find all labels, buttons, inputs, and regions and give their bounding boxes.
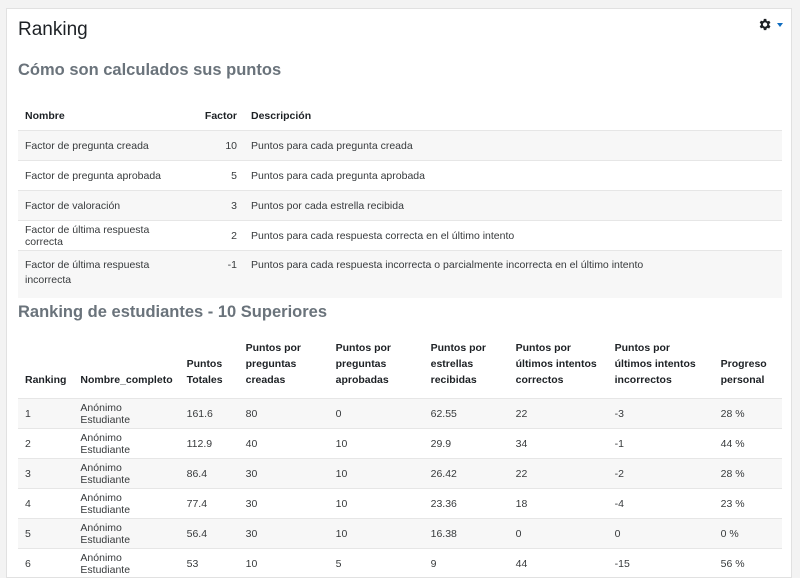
factor-description: Puntos para cada respuesta correcta en el último intento xyxy=(244,221,782,251)
column-header-factor: Factor xyxy=(192,93,244,131)
table-header-row xyxy=(18,93,782,131)
table-row xyxy=(18,489,782,519)
cell-rank: 4 xyxy=(18,489,73,519)
table-row xyxy=(18,429,782,459)
cell-total: 86.4 xyxy=(180,459,239,489)
cell-stars: 9 xyxy=(424,549,509,578)
cell-progress: 28 % xyxy=(714,459,782,489)
column-header-description: Descripción xyxy=(244,93,782,131)
cell-progress: 28 % xyxy=(714,399,782,429)
cell-total: 161.6 xyxy=(180,399,239,429)
factor-value: 10 xyxy=(192,131,244,161)
cell-rank: 5 xyxy=(18,519,73,549)
main-card xyxy=(6,8,792,578)
column-header-total: Puntos Totales xyxy=(180,336,239,399)
gear-icon xyxy=(757,17,772,32)
cell-fullname: Anónimo Estudiante xyxy=(73,399,179,429)
cell-correct: 44 xyxy=(509,549,608,578)
cell-incorrect: -3 xyxy=(608,399,714,429)
cell-stars: 29.9 xyxy=(424,429,509,459)
table-row xyxy=(18,549,782,578)
factors-heading: Cómo son calculados sus puntos xyxy=(18,61,281,80)
table-header-row xyxy=(18,336,782,399)
cell-incorrect: -4 xyxy=(608,489,714,519)
cell-created: 30 xyxy=(239,459,329,489)
column-header-created: Puntos por preguntas creadas xyxy=(239,336,329,399)
cell-total: 112.9 xyxy=(180,429,239,459)
cell-stars: 62.55 xyxy=(424,399,509,429)
ranking-heading: Ranking de estudiantes - 10 Superiores xyxy=(18,303,327,322)
cell-approved: 0 xyxy=(329,399,424,429)
caret-down-icon xyxy=(777,23,783,27)
cell-progress: 56 % xyxy=(714,549,782,578)
factor-description: Puntos para cada pregunta aprobada xyxy=(244,161,782,191)
factor-value: 2 xyxy=(192,221,244,251)
page-title: Ranking xyxy=(18,19,88,41)
cell-total: 56.4 xyxy=(180,519,239,549)
cell-stars: 26.42 xyxy=(424,459,509,489)
cell-correct: 34 xyxy=(509,429,608,459)
factor-description: Puntos para cada respuesta incorrecta o parcialmente incorrecta en el último intento xyxy=(244,251,782,299)
cell-progress: 0 % xyxy=(714,519,782,549)
factor-description: Puntos por cada estrella recibida xyxy=(244,191,782,221)
cell-incorrect: 0 xyxy=(608,519,714,549)
cell-incorrect: -15 xyxy=(608,549,714,578)
table-row xyxy=(18,459,782,489)
cell-progress: 44 % xyxy=(714,429,782,459)
table-row xyxy=(18,519,782,549)
cell-approved: 10 xyxy=(329,429,424,459)
cell-fullname: Anónimo Estudiante xyxy=(73,549,179,578)
factor-name: Factor de pregunta aprobada xyxy=(18,161,192,191)
column-header-incorrect: Puntos por últimos intentos incorrectos xyxy=(608,336,714,399)
cell-approved: 10 xyxy=(329,459,424,489)
cell-created: 10 xyxy=(239,549,329,578)
cell-incorrect: -2 xyxy=(608,459,714,489)
cell-created: 80 xyxy=(239,399,329,429)
cell-created: 30 xyxy=(239,489,329,519)
cell-rank: 6 xyxy=(18,549,73,578)
cell-created: 30 xyxy=(239,519,329,549)
factor-name: Factor de última respuesta incorrecta xyxy=(18,251,192,299)
cell-incorrect: -1 xyxy=(608,429,714,459)
cell-rank: 2 xyxy=(18,429,73,459)
cell-approved: 10 xyxy=(329,489,424,519)
cell-progress: 23 % xyxy=(714,489,782,519)
column-header-approved: Puntos por preguntas aprobadas xyxy=(329,336,424,399)
cell-stars: 23.36 xyxy=(424,489,509,519)
column-header-progress: Progreso personal xyxy=(714,336,782,399)
table-row xyxy=(18,131,782,161)
settings-menu-button[interactable] xyxy=(757,17,783,32)
column-header-stars: Puntos por estrellas recibidas xyxy=(424,336,509,399)
cell-fullname: Anónimo Estudiante xyxy=(73,459,179,489)
table-row xyxy=(18,191,782,221)
column-header-correct: Puntos por últimos intentos correctos xyxy=(509,336,608,399)
column-header-name: Nombre xyxy=(18,93,192,131)
cell-total: 77.4 xyxy=(180,489,239,519)
ranking-table xyxy=(18,336,782,578)
cell-correct: 22 xyxy=(509,399,608,429)
cell-total: 53 xyxy=(180,549,239,578)
cell-approved: 5 xyxy=(329,549,424,578)
table-row xyxy=(18,399,782,429)
column-header-rank: Ranking xyxy=(18,336,73,399)
table-row xyxy=(18,221,782,251)
cell-fullname: Anónimo Estudiante xyxy=(73,489,179,519)
cell-rank: 3 xyxy=(18,459,73,489)
cell-correct: 0 xyxy=(509,519,608,549)
factor-description: Puntos para cada pregunta creada xyxy=(244,131,782,161)
cell-stars: 16.38 xyxy=(424,519,509,549)
cell-correct: 22 xyxy=(509,459,608,489)
cell-rank: 1 xyxy=(18,399,73,429)
cell-correct: 18 xyxy=(509,489,608,519)
cell-created: 40 xyxy=(239,429,329,459)
factor-value: 5 xyxy=(192,161,244,191)
cell-fullname: Anónimo Estudiante xyxy=(73,429,179,459)
factor-name: Factor de valoración xyxy=(18,191,192,221)
cell-fullname: Anónimo Estudiante xyxy=(73,519,179,549)
factor-name: Factor de última respuesta correcta xyxy=(18,221,192,251)
factor-value: -1 xyxy=(192,251,244,299)
factor-value: 3 xyxy=(192,191,244,221)
factor-name: Factor de pregunta creada xyxy=(18,131,192,161)
factors-table xyxy=(18,93,782,298)
cell-approved: 10 xyxy=(329,519,424,549)
table-row xyxy=(18,251,782,299)
column-header-fullname: Nombre_completo xyxy=(73,336,179,399)
table-row xyxy=(18,161,782,191)
